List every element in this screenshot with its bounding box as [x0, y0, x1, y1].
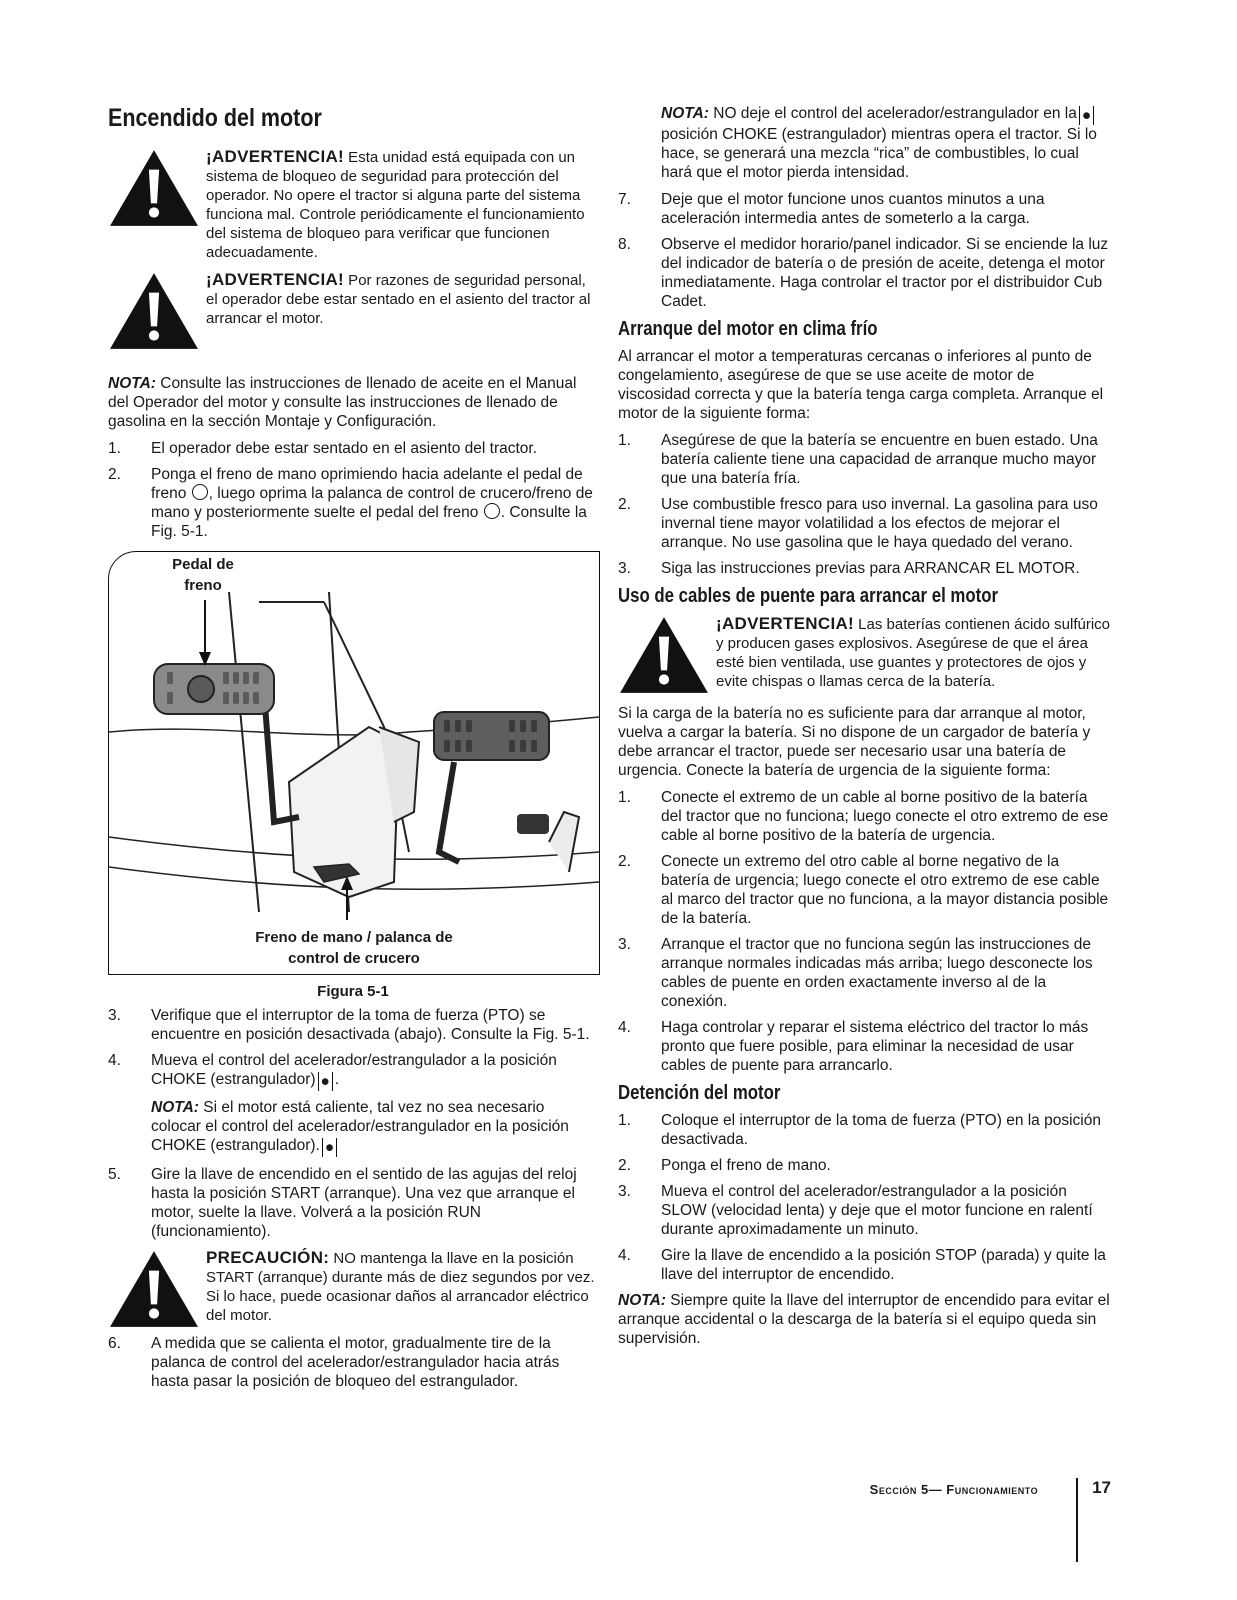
warning-triangle-icon: [618, 614, 710, 696]
list-item: [108, 439, 598, 458]
brake-pedal-icon: [484, 503, 500, 519]
item-text-part: , luego oprima la palanca de control de crucero/freno de mano y posteriormente suelte el pedal del freno: [151, 485, 593, 521]
brake-pedal-illustration: [109, 552, 599, 974]
item-number: 1.: [108, 440, 121, 457]
item-number: 2.: [618, 1157, 631, 1174]
figure-5-1: [108, 551, 600, 975]
list-item: [108, 1165, 598, 1241]
item-text: Asegúrese de que la batería se encuentre en buen estado. Una batería caliente tiene una capacidad de arranque mucho mayor que una batería fría.: [661, 432, 1098, 487]
item-text: Conecte el extremo de un cable al borne positivo de la batería del tractor que no funciona; luego conecte el otro extremo de ese cable al borne positivo de la batería de urgencia.: [661, 789, 1109, 844]
item-number: 1.: [618, 1112, 631, 1129]
note-text: Consulte las instrucciones de llenado de aceite en el Manual del Operador del motor y consulte las instrucciones de llenado de gasolina en la sección Montaje y Configuración.: [108, 375, 577, 430]
steps-list: [108, 439, 598, 541]
item-number: 3.: [618, 560, 631, 577]
list-item: [618, 235, 1110, 311]
subsection-title-jump-start: Uso de cables de puente para arrancar el motor: [618, 585, 999, 607]
list-item: [618, 1156, 1110, 1175]
item-number: 4.: [618, 1019, 631, 1036]
note-label: NOTA:: [618, 1292, 666, 1309]
footer-section-title: Sección 5— Funcionamiento: [869, 1482, 1039, 1497]
item-text: Mueva el control del acelerador/estrangulador a la posición SLOW (velocidad lenta) y deje que el motor funcione en ralentí durante aproximadamente un minuto.: [661, 1183, 1093, 1238]
item-text: El operador debe estar sentado en el asiento del tractor.: [151, 440, 538, 457]
list-item: [618, 559, 1110, 578]
item-text: Haga controlar y reparar el sistema eléctrico del tractor lo más pronto que fuere posible, para eliminar la necesidad de usar cables de puente para arrancarlo.: [661, 1019, 1089, 1074]
note-label: NOTA:: [108, 375, 156, 392]
item-text: Gire la llave de encendido a la posición STOP (parada) y quite la llave del interruptor de encendido.: [661, 1247, 1106, 1283]
list-item: [618, 431, 1110, 488]
item-number: 2.: [618, 853, 631, 870]
jump-start-intro: Si la carga de la batería no es suficiente para dar arranque al motor, vuelva a cargar la batería. Si no dispone de un cargador de batería y debe arrancar el tractor, puede ser necesario usar una batería de urgencia. Conecte la batería de urgencia de la siguiente forma:: [618, 705, 1091, 779]
caution-block: [108, 1248, 598, 1330]
item-number: 1.: [618, 432, 631, 449]
item-number: 4.: [618, 1247, 631, 1264]
note-text-part: NO deje el control del acelerador/estrangulador en la: [708, 105, 1077, 122]
item-number: 2.: [618, 496, 631, 513]
warning-body: Esta unidad está equipada con un sistema de bloqueo de seguridad para protección del operador. No opere el tractor si alguna parte del sistema funciona mal. Controle periódicamente el funcionamiento del sistema de bloqueo para verificar que funcionen adecuadamente.: [206, 149, 585, 261]
list-item: [108, 1006, 598, 1044]
section-title: Encendido del motor: [108, 104, 322, 132]
item-number: 3.: [108, 1007, 121, 1024]
steps-list: [618, 431, 1110, 578]
note-text: Si el motor está caliente, tal vez no sea necesario colocar el control del acelerador/estrangulador en la posición CHOKE (estrangulador).: [151, 1099, 569, 1154]
list-item: [618, 190, 1110, 228]
item-number: 5.: [108, 1166, 121, 1183]
item-text: Ponga el freno de mano.: [661, 1157, 831, 1174]
list-item: [108, 465, 598, 541]
steps-list: [618, 1111, 1110, 1284]
item-text: Verifique que el interruptor de la toma de fuerza (PTO) se encuentre en posición desactivada (abajo). Consulte la Fig. 5-1.: [151, 1007, 590, 1043]
figure-caption: Figura 5-1: [317, 983, 389, 1000]
choke-icon: ●: [1079, 106, 1094, 125]
footer-divider: [1076, 1478, 1078, 1562]
item-number: 4.: [108, 1052, 121, 1069]
warning-triangle-icon: [108, 270, 200, 352]
figure-label-brake-pedal: Pedal de freno: [172, 556, 234, 594]
note-label: NOTA:: [661, 105, 709, 122]
warning-block-seated: [108, 270, 598, 352]
list-item: [618, 1246, 1110, 1284]
steps-list: [108, 1006, 598, 1091]
note-paragraph: [661, 104, 1110, 182]
item-text: Gire la llave de encendido en el sentido de las agujas del reloj hasta la posición START (arranque). Una vez que arranque el motor, suelte la llave. Volverá a la posición RUN (funcionamiento).: [151, 1166, 577, 1240]
item-text: Conecte un extremo del otro cable al borne negativo de la batería de urgencia; luego conecte el otro extremo de ese cable al marco del tractor que no funciona, a la mayor distancia posible de la batería.: [661, 853, 1109, 927]
item-text: Siga las instrucciones previas para ARRANCAR EL MOTOR.: [661, 560, 1080, 577]
item-number: 8.: [618, 236, 631, 253]
item-text: Coloque el interruptor de la toma de fuerza (PTO) en la posición desactivada.: [661, 1112, 1101, 1148]
list-item: [618, 935, 1110, 1011]
steps-list: [108, 1165, 598, 1241]
item-number: 1.: [618, 789, 631, 806]
warning-text: [206, 147, 598, 262]
caution-heading: PRECAUCIÓN:: [206, 1248, 330, 1267]
warning-heading: ¡ADVERTENCIA!: [716, 614, 855, 633]
warning-body: Por razones de seguridad personal, el operador debe estar sentado en el asiento del tractor al arrancar el motor.: [206, 272, 591, 327]
item-text: Arranque el tractor que no funciona según las instrucciones de arranque normales indicadas más arriba; luego desconecte los cables de puente en orden exactamente inverso al de la conexión.: [661, 936, 1093, 1010]
left-column: [108, 100, 598, 1398]
list-item: [618, 788, 1110, 845]
item-text: Observe el medidor horario/panel indicador. Si se enciende la luz del indicador de batería o de presión de aceite, detenga el motor inmediatamente. Haga controlar el tractor por el distribuidor Cub Cadet.: [661, 236, 1109, 310]
list-item: [618, 495, 1110, 552]
steps-list: [618, 190, 1110, 311]
note-paragraph: [108, 374, 598, 431]
item-number: 6.: [108, 1335, 121, 1352]
note-text: Siempre quite la llave del interruptor de encendido para evitar el arranque accidental o la descarga de la batería si el equipo queda sin supervisión.: [618, 1292, 1110, 1347]
choke-icon: ●: [318, 1072, 333, 1091]
right-column: [618, 104, 1110, 1356]
item-text: Deje que el motor funcione unos cuantos minutos a una aceleración intermedia antes de someterlo a la carga.: [661, 191, 1045, 227]
brake-pedal-icon: [192, 484, 208, 500]
steps-list: [108, 1334, 598, 1391]
list-item: [618, 1018, 1110, 1075]
warning-text: [716, 614, 1110, 696]
page-footer: [870, 1478, 1111, 1562]
item-text: A medida que se calienta el motor, gradualmente tire de la palanca de control del acelerador/estrangulador hacia atrás hasta pasar la posición de bloqueo del estrangulador.: [151, 1335, 560, 1390]
item-text-part: Ponga el freno de mano oprimiendo hacia adelante el pedal de freno: [151, 466, 583, 502]
figure-label-parking-brake: Freno de mano / palanca de control de crucero: [255, 929, 453, 967]
list-item: [108, 1051, 598, 1091]
item-text: [151, 1051, 598, 1091]
warning-block-interlock: [108, 147, 598, 262]
list-item: [618, 852, 1110, 928]
caution-body: NO mantenga la llave en la posición START (arranque) durante más de diez segundos por vez. Si lo hace, puede ocasionar daños al arrancador eléctrico del motor.: [206, 1250, 595, 1324]
item-number: 2.: [108, 466, 121, 483]
item-number: 7.: [618, 191, 631, 208]
cold-start-intro: Al arrancar el motor a temperaturas cercanas o inferiores al punto de congelamiento, asegúrese de que se use aceite de motor de viscosidad correcta y que la batería tenga carga completa. Arranque el motor de la siguiente forma:: [618, 348, 1104, 422]
warning-text: [206, 270, 598, 352]
warning-body: Las baterías contienen ácido sulfúrico y producen gases explosivos. Asegúrese de que el área esté bien ventilada, use guantes y protectores de ojos y evite chispas o llamas cerca de la batería.: [716, 616, 1111, 690]
item-text: Use combustible fresco para uso invernal. La gasolina para uso invernal tiene mayor volatilidad a los efectos de mejorar el arranque. No use gasolina que le haya quedado del verano.: [661, 496, 1098, 551]
note-paragraph: [151, 1098, 598, 1157]
warning-heading: ¡ADVERTENCIA!: [206, 147, 345, 166]
item-text-part: Mueva el control del acelerador/estrangulador a la posición CHOKE (estrangulador): [151, 1052, 557, 1088]
list-item: [618, 1182, 1110, 1239]
warning-triangle-icon: [108, 147, 200, 229]
note-paragraph: [618, 1291, 1110, 1348]
page-number: 17: [1092, 1478, 1111, 1497]
item-text: [151, 465, 598, 541]
list-item: [618, 1111, 1110, 1149]
warning-block-battery: [618, 614, 1110, 696]
note-label: NOTA:: [151, 1099, 199, 1116]
subsection-title-stop: Detención del motor: [618, 1082, 781, 1104]
item-text-part: . Consulte la Fig. 5-1.: [151, 504, 587, 540]
steps-list: [618, 788, 1110, 1075]
item-number: 3.: [618, 1183, 631, 1200]
choke-icon: ●: [322, 1138, 337, 1157]
caution-text: [206, 1248, 598, 1330]
item-text-part: .: [334, 1071, 340, 1088]
item-number: 3.: [618, 936, 631, 953]
note-text-part: posición CHOKE (estrangulador) mientras opera el tractor. Si lo hace, se generará una mezcla “rica” de combustibles, lo cual hará que el motor pierda intensidad.: [661, 126, 1097, 181]
warning-heading: ¡ADVERTENCIA!: [206, 270, 345, 289]
list-item: [108, 1334, 598, 1391]
subsection-title-cold-start: Arranque del motor en clima frío: [618, 318, 878, 340]
warning-triangle-icon: [108, 1248, 200, 1330]
